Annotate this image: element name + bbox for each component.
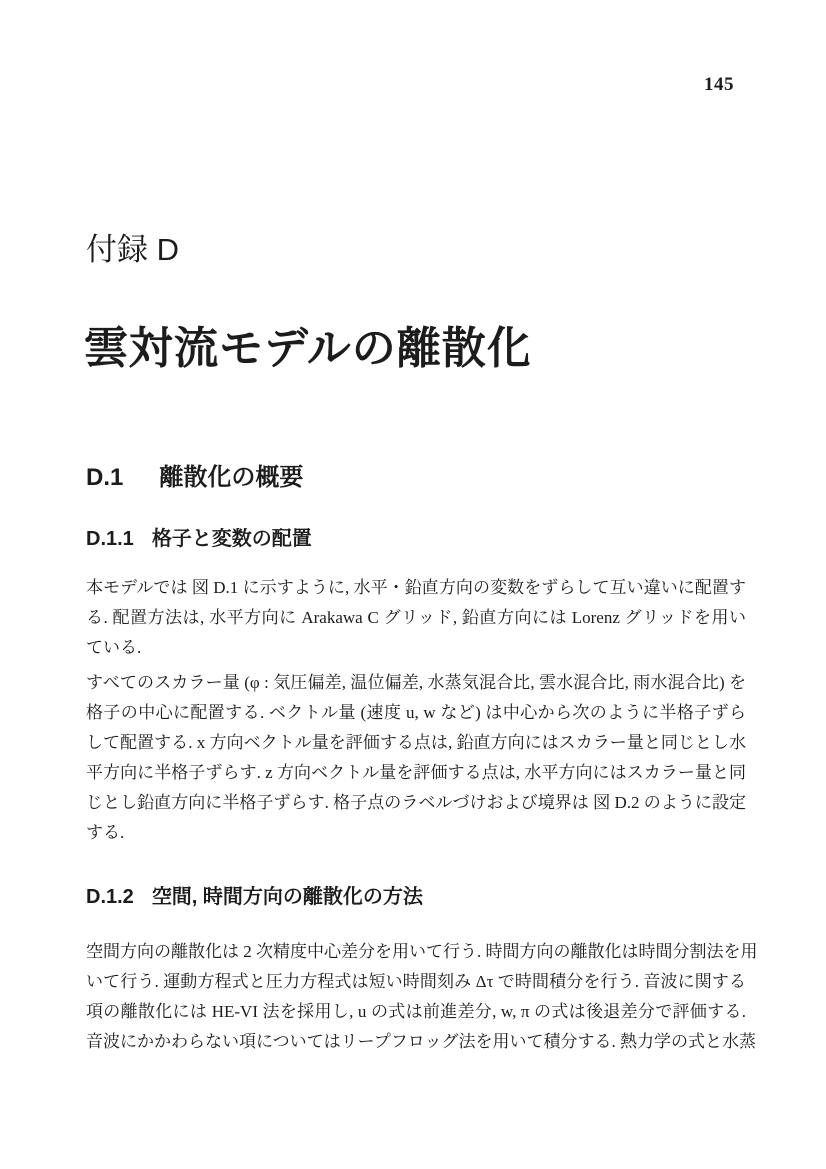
text-line: する. xyxy=(86,823,125,842)
section-number: D.1 xyxy=(86,464,124,491)
subsection-title: 格子と変数の配置 xyxy=(151,528,312,550)
subsection-number: D.1.2 xyxy=(86,886,134,908)
section-heading-d1 xyxy=(86,457,303,492)
text-line: 項の離散化には HE-VI 法を採用し, u の式は前進差分, w, π の式は後退差分で評価する. xyxy=(86,1002,746,1021)
text-line: 格子の中心に配置する. ベクトル量 (速度 u, w など) は中心から次のように半格子ずら xyxy=(86,703,746,722)
text-line: る. 配置方法は, 水平方向に Arakawa C グリッド, 鉛直方向には Lorenz グリッドを用い xyxy=(86,608,746,627)
section-title: 離散化の概要 xyxy=(159,464,304,491)
text-line: 音波にかかわらない項についてはリープフロッグ法を用いて積分する. 熱力学の式と水蒸 xyxy=(86,1032,756,1051)
text-line: いて行う. 運動方程式と圧力方程式は短い時間刻み Δτ で時間積分を行う. 音波に関する xyxy=(86,972,746,991)
subsection-heading-d11 xyxy=(86,522,312,551)
subsection-title: 空間, 時間方向の離散化の方法 xyxy=(151,886,423,908)
chapter-title: 雲対流モデルの離散化 xyxy=(84,324,532,373)
paragraph-discretization-method xyxy=(86,937,758,1057)
paragraph-grid-arrangement xyxy=(86,573,746,663)
subsection-heading-d12 xyxy=(86,880,423,909)
paragraph-scalar-vector-placement xyxy=(86,668,746,848)
text-line: ている. xyxy=(86,638,142,657)
text-line: 平方向に半格子ずらす. z 方向ベクトル量を評価する点は, 水平方向にはスカラー量と同 xyxy=(86,763,746,782)
text-line: すべてのスカラー量 (φ : 気圧偏差, 温位偏差, 水蒸気混合比, 雲水混合比, 雨水混合比) を xyxy=(86,673,746,692)
text-line: じとし鉛直方向に半格子ずらす. 格子点のラベルづけおよび境界は 図 D.2 のように設定 xyxy=(86,793,746,812)
appendix-label: 付録 D xyxy=(86,232,179,267)
subsection-number: D.1.1 xyxy=(86,528,134,550)
text-line: して配置する. x 方向ベクトル量を評価する点は, 鉛直方向にはスカラー量と同じとし水 xyxy=(86,733,746,752)
text-line: 本モデルでは 図 D.1 に示すように, 水平・鉛直方向の変数をずらして互い違いに配置す xyxy=(86,578,746,597)
text-line: 空間方向の離散化は 2 次精度中心差分を用いて行う. 時間方向の離散化は時間分割法を用 xyxy=(86,942,758,961)
page-number: 145 xyxy=(704,74,734,95)
